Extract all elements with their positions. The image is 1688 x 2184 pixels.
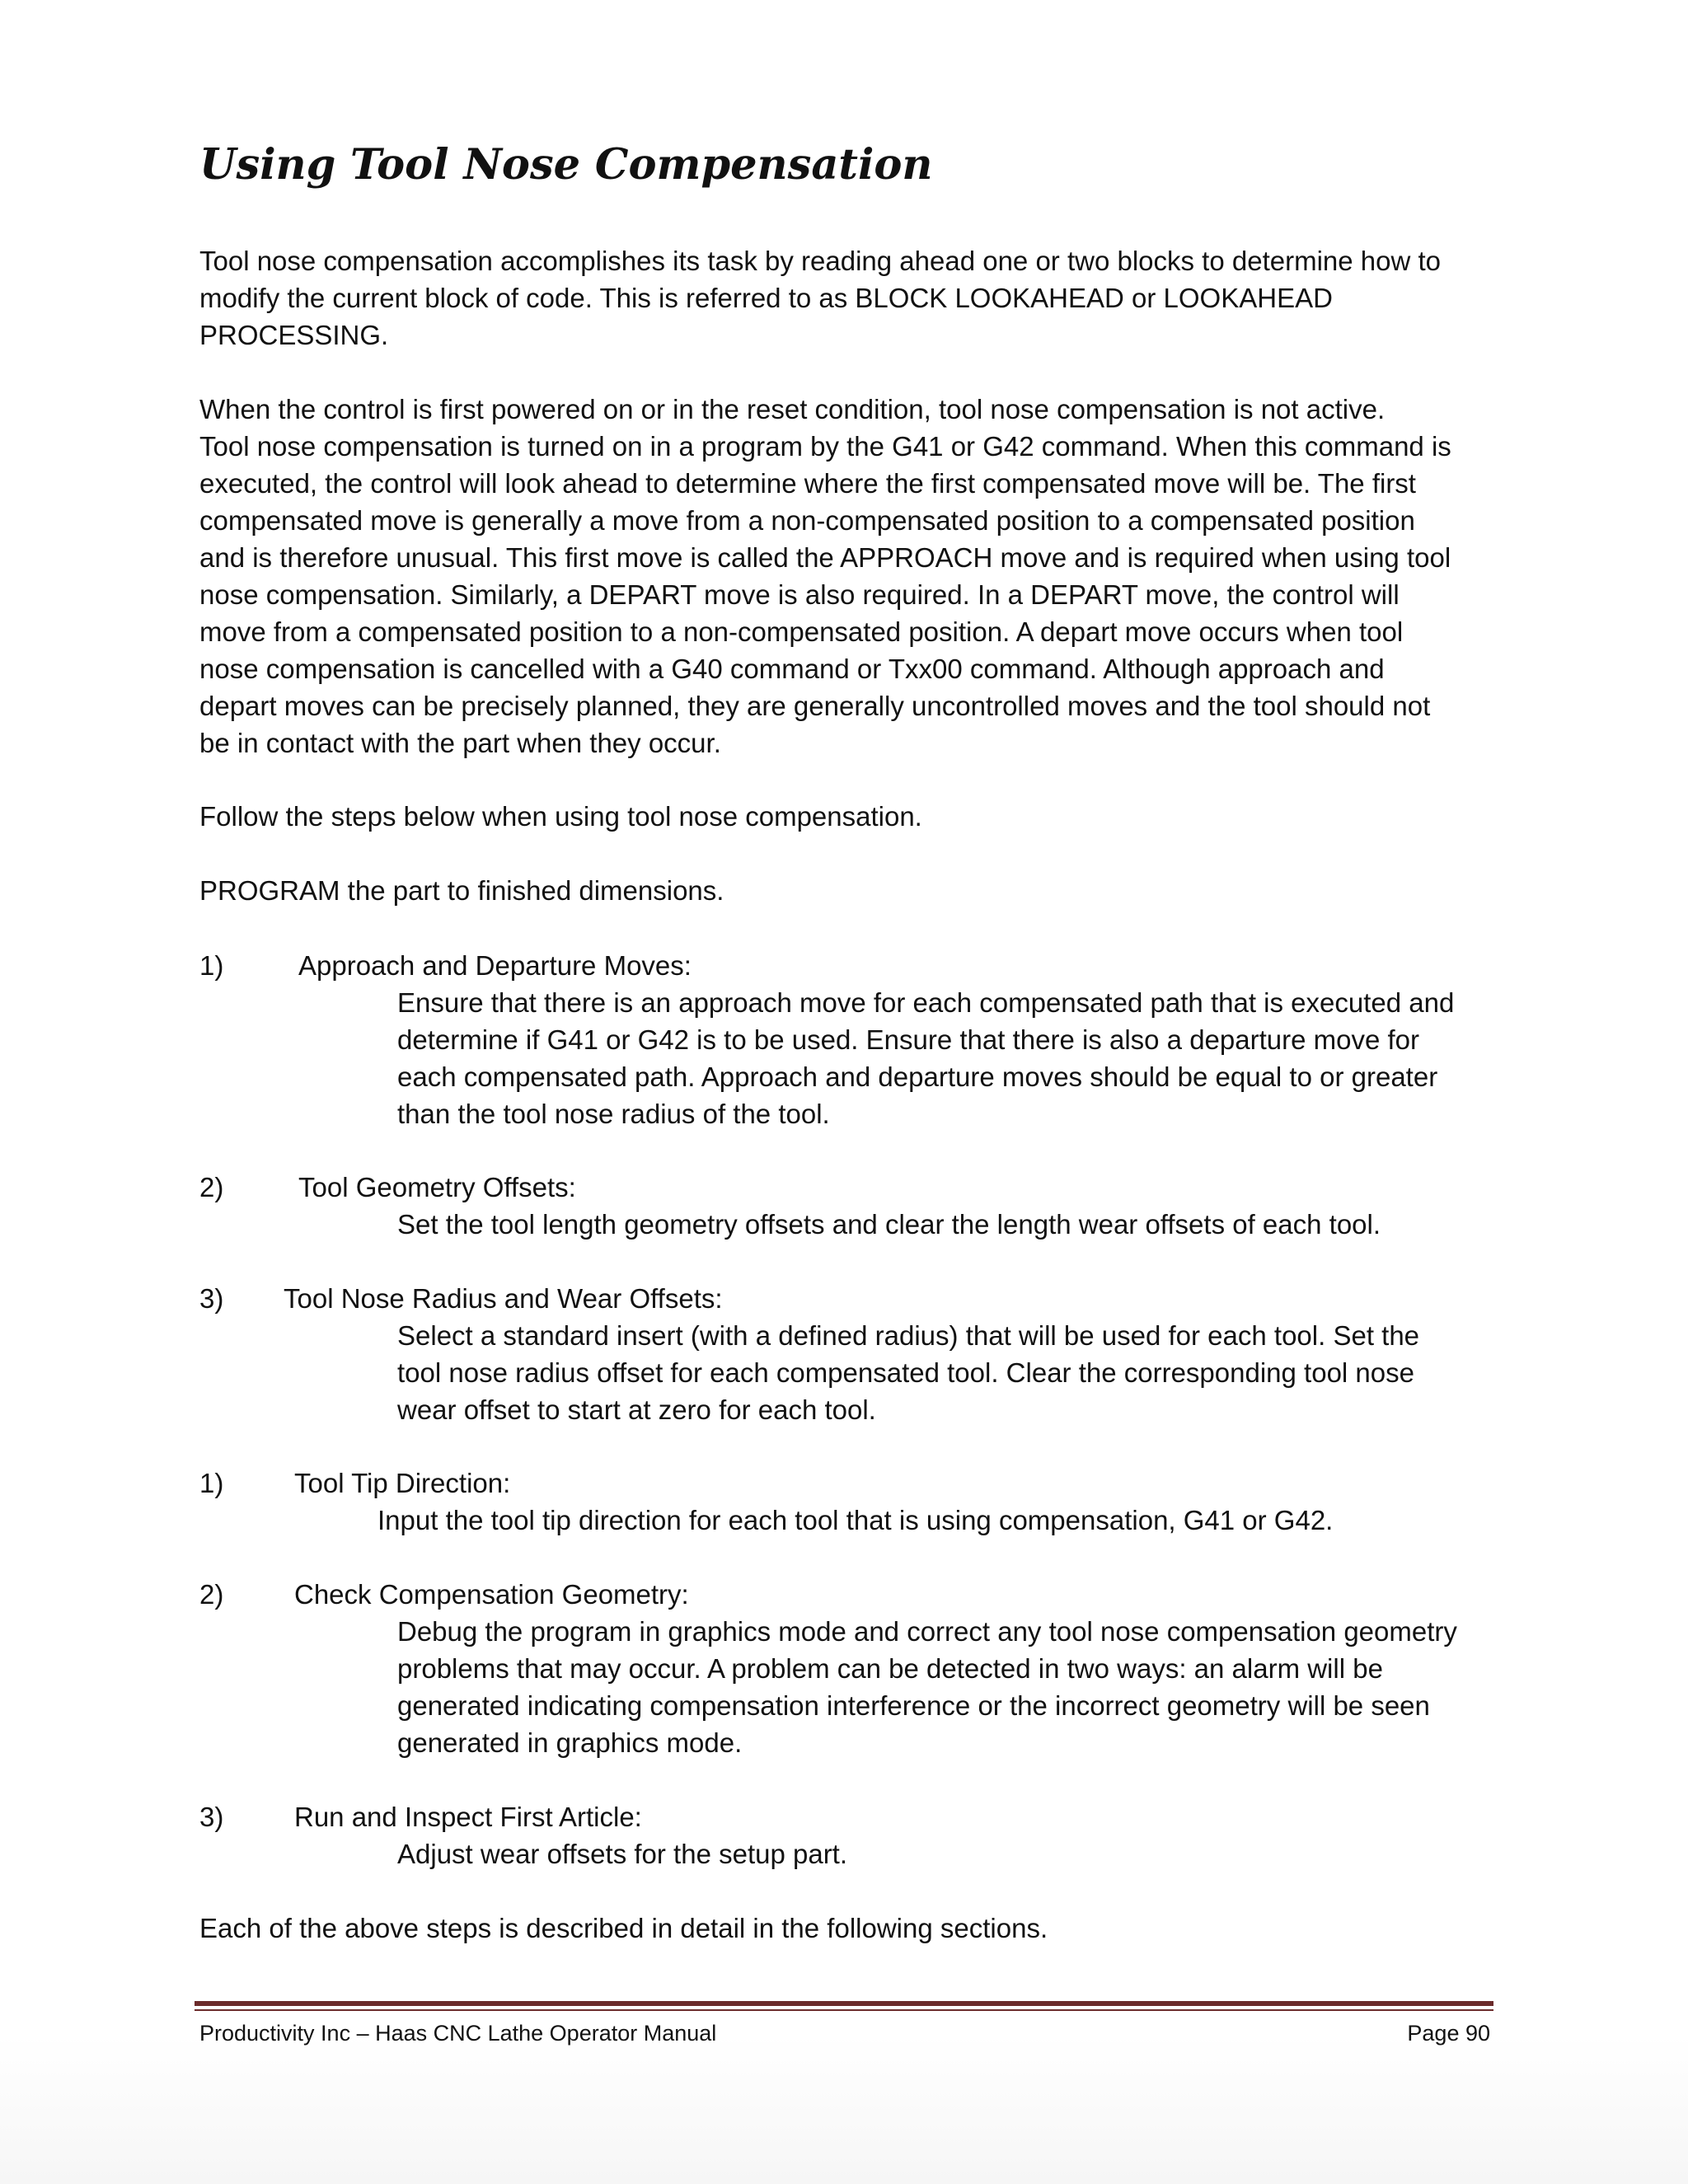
step-number: 3)	[199, 1802, 224, 1832]
paragraph-line: compensated move is generally a move from a non-compensated position to a compensated position	[199, 505, 1415, 536]
step-line: problems that may occur. A problem can be detected in two ways: an alarm will be	[397, 1653, 1383, 1684]
paragraph-line: depart moves can be precisely planned, they are generally uncontrolled moves and the tool should not	[199, 691, 1431, 721]
step-line: generated in graphics mode.	[397, 1727, 743, 1758]
step-description	[397, 1206, 1381, 1243]
closing-text: Each of the above steps is described in detail in the following sections.	[199, 1913, 1048, 1943]
step-title: Tool Tip Direction:	[294, 1468, 511, 1498]
step-line: Adjust wear offsets for the setup part.	[397, 1839, 848, 1869]
step-title: Run and Inspect First Article:	[294, 1802, 642, 1832]
paragraph-line: be in contact with the part when they occur.	[199, 728, 721, 758]
step-title: Check Compensation Geometry:	[294, 1579, 689, 1610]
step-description	[397, 1835, 847, 1872]
paragraph-line: nose compensation is cancelled with a G40 command or Txx00 command. Although approach and	[199, 654, 1385, 684]
step-description	[397, 1317, 1419, 1428]
step-line: Debug the program in graphics mode and correct any tool nose compensation geometry	[397, 1616, 1457, 1647]
step-line: tool nose radius offset for each compensated tool. Clear the corresponding tool nose	[397, 1357, 1414, 1388]
paragraph-line: nose compensation. Similarly, a DEPART move is also required. In a DEPART move, the control will	[199, 579, 1400, 610]
page-title: Using Tool Nose Compensation	[199, 140, 933, 190]
paragraph-line: modify the current block of code. This is referred to as BLOCK LOOKAHEAD or LOOKAHEAD	[199, 283, 1333, 313]
step-number: 2)	[199, 1579, 224, 1610]
paragraph-line: executed, the control will look ahead to determine where the first compensated move will be. The first	[199, 468, 1416, 499]
step-line: than the tool nose radius of the tool.	[397, 1099, 830, 1129]
step-number: 2)	[199, 1172, 224, 1202]
step-line: Input the tool tip direction for each tool that is using compensation, G41 or G42.	[377, 1505, 1334, 1535]
page-bottom-shade	[0, 2036, 1688, 2184]
program-instruction: PROGRAM the part to finished dimensions.	[199, 875, 724, 906]
step-line: wear offset to start at zero for each tool.	[397, 1394, 876, 1425]
step-description	[397, 1613, 1457, 1761]
step-number: 1)	[199, 1468, 224, 1498]
step-title: Tool Geometry Offsets:	[298, 1172, 576, 1202]
footer-manual-title: Productivity Inc – Haas CNC Lathe Operator Manual	[199, 2021, 717, 2046]
footer-rule-thin	[195, 2009, 1493, 2011]
step-line: Set the tool length geometry offsets and clear the length wear offsets of each tool.	[397, 1209, 1381, 1240]
step-title: Approach and Departure Moves:	[298, 950, 692, 981]
paragraph-line: and is therefore unusual. This first move is called the APPROACH move and is required when using tool	[199, 542, 1451, 573]
step-line: generated indicating compensation interference or the incorrect geometry will be seen	[397, 1690, 1430, 1721]
step-title: Tool Nose Radius and Wear Offsets:	[284, 1283, 723, 1314]
step-line: Select a standard insert (with a defined radius) that will be used for each tool. Set the	[397, 1320, 1420, 1351]
step-line: each compensated path. Approach and departure moves should be equal to or greater	[397, 1062, 1438, 1092]
paragraph-line: move from a compensated position to a non-compensated position. A depart move occurs when tool	[199, 616, 1404, 647]
paragraph-line: When the control is first powered on or in the reset condition, tool nose compensation is not active.	[199, 394, 1386, 424]
footer-page-number: Page 90	[1407, 2021, 1490, 2046]
step-description	[397, 984, 1454, 1132]
intro-paragraph	[199, 242, 1441, 354]
control-paragraph	[199, 391, 1451, 762]
step-line: Ensure that there is an approach move for each compensated path that is executed and	[397, 987, 1455, 1018]
step-line: determine if G41 or G42 is to be used. Ensure that there is also a departure move for	[397, 1024, 1419, 1055]
follow-steps-text: Follow the steps below when using tool nose compensation.	[199, 801, 922, 832]
paragraph-line: Tool nose compensation is turned on in a program by the G41 or G42 command. When this command is	[199, 431, 1451, 462]
step-description	[377, 1502, 1333, 1539]
paragraph-line: Tool nose compensation accomplishes its task by reading ahead one or two blocks to determine how to	[199, 246, 1442, 276]
paragraph-line: PROCESSING.	[199, 320, 389, 350]
step-number: 1)	[199, 950, 224, 981]
step-number: 3)	[199, 1283, 224, 1314]
footer-rule	[195, 2001, 1493, 2006]
